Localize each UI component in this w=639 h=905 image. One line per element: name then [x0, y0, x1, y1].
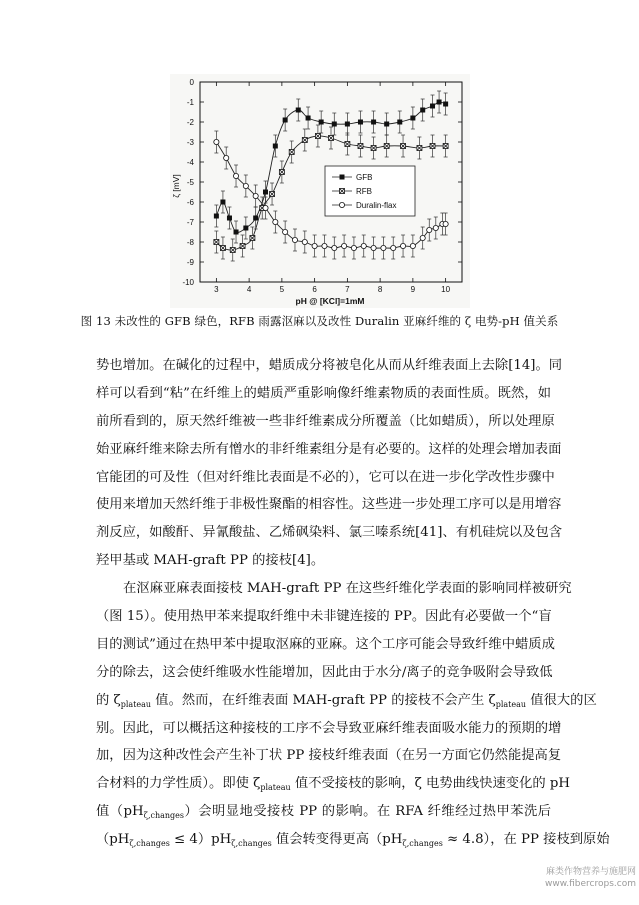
data-point-rfb	[279, 170, 284, 175]
data-point-rfb	[430, 144, 435, 149]
paragraph-line: 分的除去，这会使纤维吸水性能增加，因此由于水分/离子的竞争吸附会导致低	[96, 664, 553, 680]
data-point-gfb	[253, 216, 258, 221]
paragraph-line: 在沤麻亚麻表面接枝 MAH-graft PP 在这些纤维化学表面的影响同样被研究	[123, 581, 572, 597]
legend	[325, 166, 415, 216]
paragraph-line: 目的测试”通过在热甲苯中提取沤麻的亚麻。这个工序可能会导致纤维中蜡质成	[96, 636, 555, 652]
paragraph-line: 始亚麻纤维来除去所有憎水的非纤维素组分是有必要的。这样的处理会增加表面	[96, 441, 562, 457]
x-tick-label: 8	[377, 285, 383, 294]
data-point-rfb	[329, 136, 334, 141]
data-point-rfb	[384, 144, 389, 149]
data-point-gfb	[283, 118, 288, 123]
text-fragment: 合材料的力学性质）。即使 ζ	[96, 776, 261, 792]
text-fragment: ≤ 4）pH	[169, 832, 232, 848]
text-fragment: 的 ζ	[96, 692, 121, 708]
text-fragment: 值会转变得更高（pH	[271, 832, 403, 848]
subscript: plateau	[495, 699, 527, 709]
data-point-duralin	[253, 193, 258, 198]
legend-marker-duralin	[339, 202, 344, 207]
data-point-gfb	[420, 108, 425, 113]
body-text	[96, 352, 610, 854]
data-point-gfb	[397, 120, 402, 125]
data-point-rfb	[240, 244, 245, 249]
subscript: ζ,changes	[231, 839, 272, 849]
paragraph-line: 前所看到的，原天然纤维被一些非纤维素成分所覆盖（比如蜡质），所以处理原	[96, 413, 555, 429]
y-tick-label: -8	[186, 238, 194, 247]
zeta-potential-chart	[170, 74, 470, 308]
data-point-gfb	[220, 200, 225, 205]
data-point-rfb	[230, 248, 235, 253]
data-point-gfb	[214, 214, 219, 219]
data-point-duralin	[381, 245, 386, 250]
data-point-duralin	[224, 155, 229, 160]
y-axis-label: ζ [mV]	[171, 174, 181, 198]
data-point-gfb	[437, 100, 442, 105]
data-point-gfb	[296, 108, 301, 113]
legend-label-duralin: Duralin-flax	[356, 201, 397, 210]
y-tick-label: -9	[186, 258, 194, 267]
data-point-gfb	[345, 122, 350, 127]
data-point-duralin	[332, 245, 337, 250]
data-point-duralin	[351, 245, 356, 250]
data-point-rfb	[345, 142, 350, 147]
x-tick-label: 3	[214, 285, 219, 294]
text-fragment: 值。然而，在纤维表面 MAH-graft PP 的接枝不会产生 ζ	[151, 692, 496, 708]
y-tick-label: -6	[186, 198, 194, 207]
x-tick-label: 7	[345, 285, 350, 294]
data-point-duralin	[371, 245, 376, 250]
data-point-gfb	[371, 120, 376, 125]
data-point-duralin	[433, 225, 438, 230]
paragraph-line	[96, 687, 597, 715]
text-fragment: 值（pH	[96, 804, 144, 820]
data-point-duralin	[400, 243, 405, 248]
subscript: plateau	[260, 783, 291, 793]
x-tick-label: 9	[410, 285, 416, 294]
data-point-duralin	[427, 227, 432, 232]
subscript: ζ,changes	[129, 839, 170, 849]
data-point-gfb	[410, 116, 415, 121]
paragraph-line: 样可以看到“粘”在纤维上的蜡质严重影响像纤维素物质的表面性质。既然，如	[96, 385, 551, 401]
data-point-duralin	[214, 139, 219, 144]
data-point-rfb	[270, 192, 275, 197]
y-tick-label: -1	[186, 98, 194, 107]
data-point-gfb	[273, 144, 278, 149]
data-point-duralin	[233, 173, 238, 178]
data-point-duralin	[283, 229, 288, 234]
data-point-rfb	[250, 236, 255, 241]
watermark	[476, 866, 636, 890]
subscript: ζ,changes	[402, 839, 443, 849]
x-tick-label: 6	[312, 285, 317, 294]
data-point-rfb	[371, 146, 376, 151]
data-point-gfb	[332, 122, 337, 127]
paragraph-line: 别。因此，可以概括这种接枝的工序不会导致亚麻纤维表面吸水能力的预期的增	[96, 720, 562, 736]
y-tick-label: -5	[186, 178, 194, 187]
data-point-rfb	[214, 240, 219, 245]
data-point-duralin	[302, 239, 307, 244]
legend-label-gfb: GFB	[356, 173, 373, 182]
paragraph-line: （图 15）。使用热甲苯来提取纤维中未非键连接的 PP。因此有必要做一个“盲	[96, 609, 552, 625]
y-tick-label: -7	[186, 218, 194, 227]
data-point-gfb	[443, 102, 448, 107]
data-point-gfb	[384, 122, 389, 127]
data-point-duralin	[361, 243, 366, 248]
data-point-gfb	[263, 190, 268, 195]
data-point-duralin	[273, 219, 278, 224]
data-point-duralin	[420, 235, 425, 240]
paragraph-line: 势也增加。在碱化的过程中，蜡质成分将被皂化从而从纤维表面上去除[14]。同	[96, 358, 563, 373]
data-point-gfb	[234, 230, 239, 235]
data-point-duralin	[263, 205, 268, 210]
watermark-line: www.fibercrops.com	[545, 879, 636, 889]
x-tick-label: 5	[279, 285, 285, 294]
data-point-rfb	[220, 246, 225, 251]
data-point-rfb	[302, 138, 307, 143]
data-point-rfb	[417, 146, 422, 151]
y-tick-label: -10	[182, 278, 194, 287]
y-tick-label: -4	[186, 158, 194, 167]
data-point-rfb	[401, 144, 406, 149]
data-point-gfb	[243, 226, 248, 231]
paragraph-line: 官能团的可及性（但对纤维比表面是不必的），它可以在进一步化学改性步骤中	[96, 469, 555, 485]
data-point-rfb	[289, 150, 294, 155]
paragraph-line	[96, 826, 610, 854]
legend-marker-rfb	[340, 189, 345, 194]
paragraph-line: 羟甲基或 MAH-graft PP 的接枝[4]。	[96, 553, 325, 569]
legend-label-rfb: RFB	[356, 187, 372, 196]
data-point-gfb	[430, 104, 435, 109]
paragraph-line: 加，因为这种改性会产生补丁状 PP 接枝纤维表面（在另一方面它仍然能提高复	[96, 748, 562, 764]
subscript: plateau	[120, 699, 152, 709]
data-point-duralin	[342, 243, 347, 248]
x-axis-label: pH @ [KCl]=1mM	[295, 296, 365, 306]
data-point-gfb	[227, 216, 232, 221]
data-point-rfb	[315, 134, 320, 139]
data-point-duralin	[443, 221, 448, 226]
paragraph-line: 剂反应，如酸酐、异氰酸盐、乙烯砜染料、氯三嗪系统[41]、有机硅烷以及包含	[96, 525, 563, 541]
data-point-duralin	[312, 243, 317, 248]
x-tick-label: 4	[246, 285, 252, 294]
figure-caption: 图 13 未改性的 GFB 绿色，RFB 雨露沤麻以及改性 Duralin 亚麻纤维的 ζ 电势-pH 值关系	[80, 314, 559, 328]
text-fragment: （pH	[96, 832, 130, 848]
data-point-duralin	[391, 245, 396, 250]
y-tick-label: -2	[186, 118, 194, 127]
y-tick-label: 0	[189, 78, 194, 87]
paragraph-line: 使用来增加天然纤维于非极性聚酯的相容性。这些进一步处理工序可以是用增容	[96, 497, 562, 513]
data-point-duralin	[292, 237, 297, 242]
legend-marker-gfb	[340, 175, 345, 180]
data-point-gfb	[358, 120, 363, 125]
data-point-duralin	[243, 183, 248, 188]
text-fragment: 值很大的区	[526, 692, 597, 708]
data-point-rfb	[443, 144, 448, 149]
watermark-line: 麻类作物营养与施肥网	[545, 867, 636, 877]
text-fragment: 值不受接枝的影响，ζ 电势曲线快速变化的 pH	[290, 776, 571, 792]
paragraph-line	[96, 770, 571, 798]
data-point-duralin	[410, 243, 415, 248]
data-point-duralin	[322, 243, 327, 248]
data-point-gfb	[319, 120, 324, 125]
subscript: ζ,changes	[143, 811, 185, 821]
text-fragment: ）会明显地受接枝 PP 的影响。在 RFA 纤维经过热甲苯洗后	[184, 804, 552, 820]
data-point-gfb	[306, 116, 311, 121]
paragraph-line	[96, 798, 551, 826]
x-tick-label: 10	[441, 285, 451, 294]
y-tick-label: -3	[186, 138, 194, 147]
data-point-rfb	[358, 144, 363, 149]
text-fragment: ≈ 4.8），在 PP 接枝到原始	[442, 832, 610, 848]
